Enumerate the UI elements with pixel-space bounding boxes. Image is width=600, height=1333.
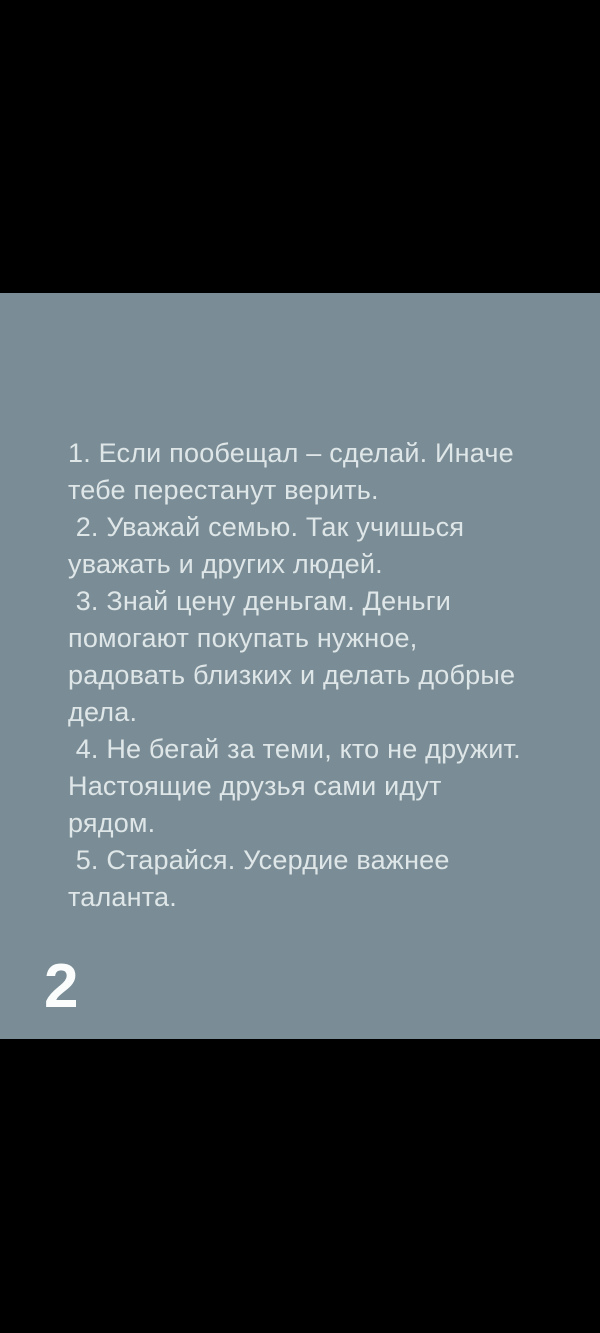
- advice-text-line: 2. Уважай семью. Так учишься: [68, 512, 465, 542]
- advice-text-line: 4. Не бегай за теми, кто не дружит.: [68, 734, 521, 764]
- advice-text-line: таланта.: [68, 882, 177, 912]
- advice-text-line: 5. Старайся. Усердие важнее: [68, 845, 450, 875]
- bottom-letterbox: [0, 1039, 600, 1333]
- top-letterbox: [0, 0, 600, 293]
- advice-text-line: рядом.: [68, 808, 156, 838]
- page-number: 2: [44, 952, 78, 1021]
- advice-list: [68, 435, 580, 916]
- advice-text-line: уважать и других людей.: [68, 549, 383, 579]
- quote-card: [0, 293, 600, 1039]
- advice-text-line: радовать близких и делать добрые: [68, 660, 516, 690]
- advice-text-line: Настоящие друзья сами идут: [68, 771, 442, 801]
- advice-text-line: дела.: [68, 697, 138, 727]
- advice-text-line: тебе перестанут верить.: [68, 475, 379, 505]
- advice-text-line: 3. Знай цену деньгам. Деньги: [68, 586, 452, 616]
- advice-text-line: 1. Если пообещал – сделай. Иначе: [68, 438, 514, 468]
- advice-text-line: помогают покупать нужное,: [68, 623, 418, 653]
